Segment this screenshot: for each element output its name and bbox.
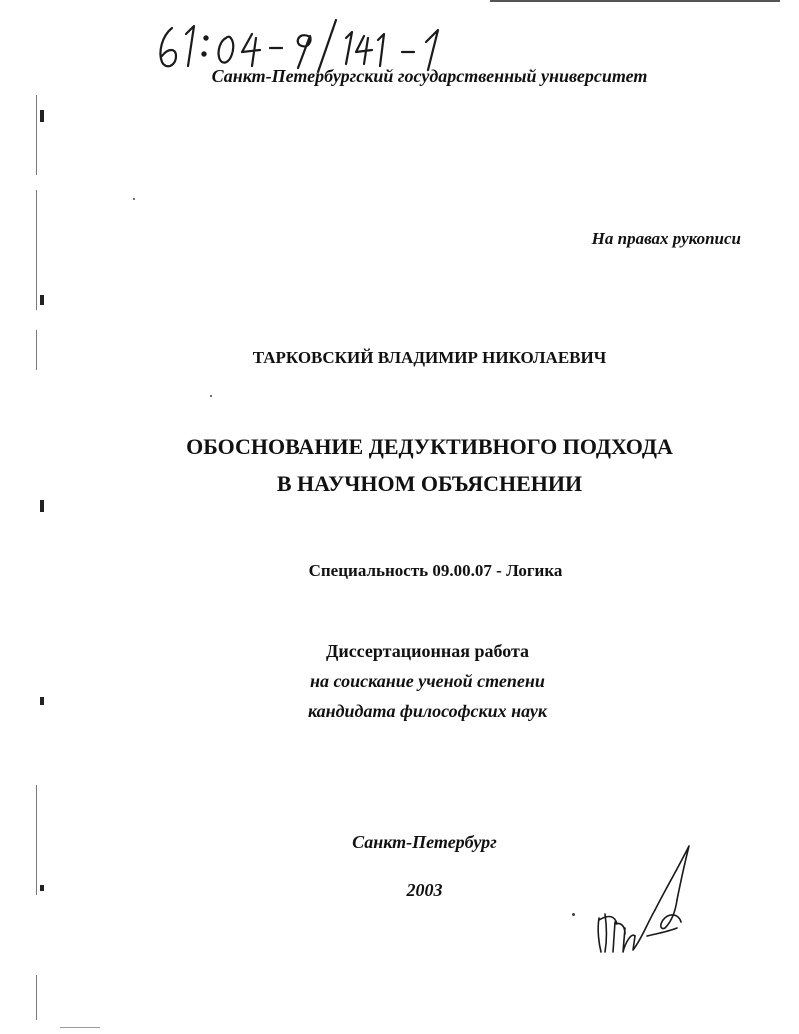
scan-border bbox=[490, 0, 780, 2]
work-type: Диссертационная работа bbox=[325, 641, 530, 661]
title-line-1: ОБОСНОВАНИЕ ДЕДУКТИВНОГО ПОДХОДА bbox=[186, 434, 673, 459]
scan-speck bbox=[210, 395, 212, 397]
binding-edge bbox=[36, 975, 37, 1020]
university-name: Санкт-Петербургский государственный университет bbox=[211, 66, 648, 86]
title-line-2: В НАУЧНОМ ОБЪЯСНЕНИИ bbox=[276, 471, 583, 496]
scan-line bbox=[60, 1027, 100, 1028]
manuscript-rights-note: На правах рукописи bbox=[591, 229, 741, 248]
work-description bbox=[0, 636, 799, 726]
hole-punch-mark bbox=[40, 110, 44, 122]
work-purpose: на соискание ученой степени bbox=[310, 671, 545, 691]
specialty: Специальность 09.00.07 - Логика bbox=[308, 561, 563, 580]
handwritten-signature bbox=[585, 840, 705, 960]
scan-speck bbox=[572, 913, 575, 916]
author-name: ТАРКОВСКИЙ ВЛАДИМИР НИКОЛАЕВИЧ bbox=[252, 348, 607, 367]
binding-edge bbox=[36, 190, 37, 310]
year: 2003 bbox=[406, 880, 443, 900]
binding-edge bbox=[36, 95, 37, 175]
hole-punch-mark bbox=[40, 295, 44, 305]
city: Санкт-Петербург bbox=[352, 832, 497, 852]
scan-speck bbox=[133, 198, 135, 200]
academic-degree: кандидата философских наук bbox=[307, 701, 548, 721]
dissertation-title bbox=[0, 428, 799, 502]
